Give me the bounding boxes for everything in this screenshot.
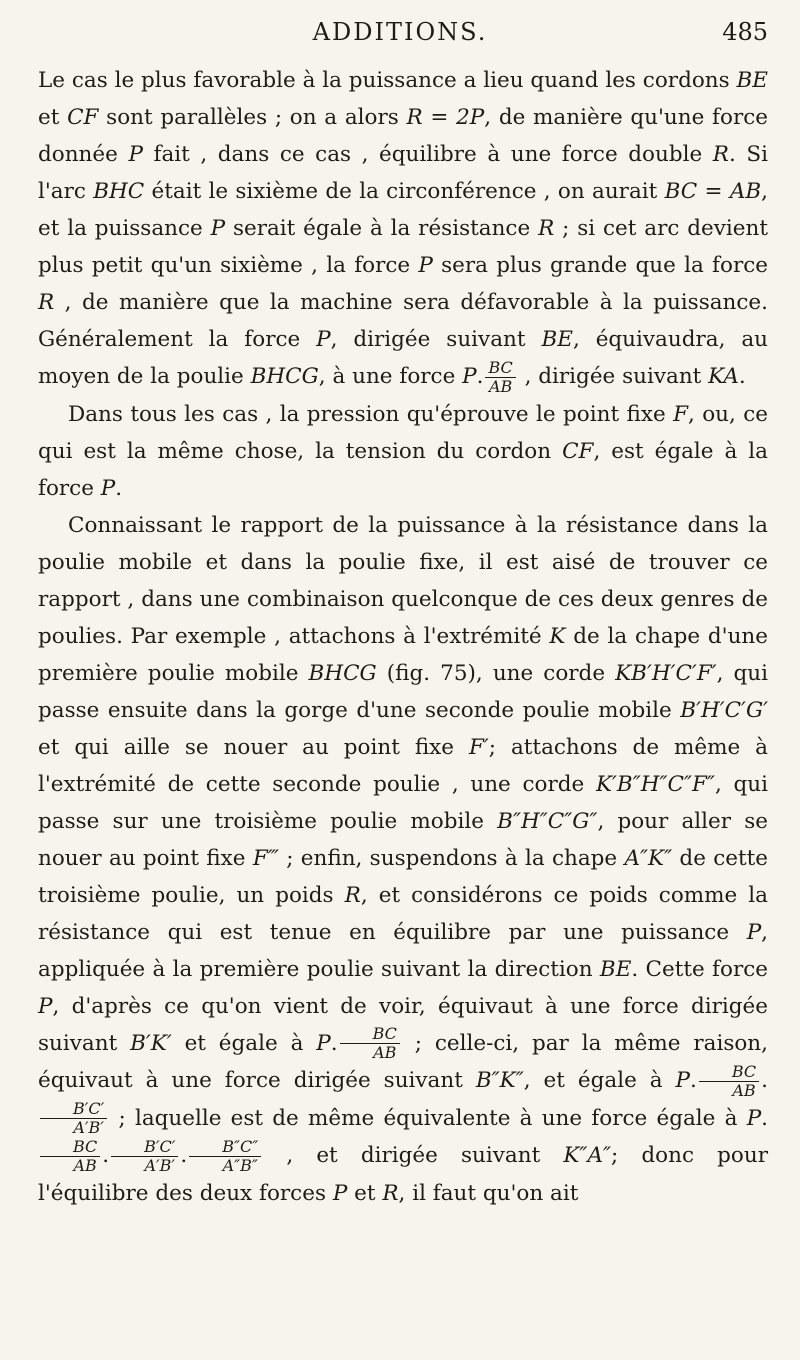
fraction: $\frac{BC}{AB}$ (40, 1138, 100, 1175)
fraction: $\frac{B'C'}{A'B'}$ (40, 1100, 107, 1137)
running-head: ADDITIONS. (312, 18, 488, 46)
fraction: $\frac{B''C''}{A''B''}$ (189, 1138, 261, 1175)
fraction: $\frac{BC}{AB}$ (699, 1063, 759, 1100)
paragraph-1: Le cas le plus favorable à la puissance a lieu quand les cordons BE et CF sont parallèles ; on a alors R = 2P, de manière qu'une force donnée P fait , dans ce cas , équilibre à une force double R. Si l'arc BHC était le sixième de la circonférence , on aurait BC = AB, et la puissance P serait égale à la résistance R ; si cet arc devient plus petit qu'un sixième , la force P sera plus grande que la force R , de manière que la machine sera défavorable à la puissance. Généralement la force P, dirigée suivant BE, équivaudra, au moyen de la poulie BHCG, à une force P. $\frac{BC}{AB}$ , dirigée suivant KA. (38, 68, 768, 396)
page-header (0, 12, 800, 52)
paragraph-3: Connaissant le rapport de la puissance à la résistance dans la poulie mobile et dans la poulie fixe, il est aisé de trouver ce rapport , dans une combinaison quelconque de ces deux genres de poulies. Par exemple , attachons à l'extrémité K de la chape d'une première poulie mobile BHCG (fig. 75), une corde KB′H′C′F′, qui passe ensuite dans la gorge d'une seconde poulie mobile B′H′C′G′ et qui aille se nouer au point fixe F′; attachons de même à l'extrémité de cette seconde poulie , une corde K′B″H″C″F″, qui passe sur une troisième poulie mobile B″H″C″G″, pour aller se nouer au point fixe F‴ ; enfin, suspendons à la chape A″K″ de cette troisième poulie, un poids R, et considérons ce poids comme la résistance qui est tenue en équilibre par une puissance P, appliquée à la première poulie suivant la direction BE. Cette force P, d'après ce qu'on vient de voir, équivaut à une force dirigée suivant B′K′ et égale à P. $\frac{BC}{AB}$ ; celle-ci, par la même raison, équivaut à une force dirigée suivant B″K″, et égale à P. $\frac{BC}{AB}$ . $\frac{B'C'}{A'B'}$ ; laquelle est de même équivalente à une force égale à P. $\frac{BC}{AB}$ . $\frac{B'C'}{A'B'}$ . $\frac{B''C''}{A''B''}$ , et dirigée suivant K″A″; donc pour l'équilibre des deux forces P et R, il faut qu'on ait (38, 512, 769, 1206)
page-number: 485 (722, 18, 768, 46)
paragraph-2: Dans tous les cas , la pression qu'éprouve le point fixe F, ou, ce qui est la même chose, la tension du cordon CF, est égale à la force P. (38, 401, 768, 501)
body-text (38, 62, 768, 1212)
fraction: $\frac{B'C'}{A'B'}$ (111, 1138, 178, 1175)
fraction: $\frac{BC}{AB}$ (340, 1025, 400, 1062)
fraction: $\frac{BC}{AB}$ (485, 359, 515, 396)
